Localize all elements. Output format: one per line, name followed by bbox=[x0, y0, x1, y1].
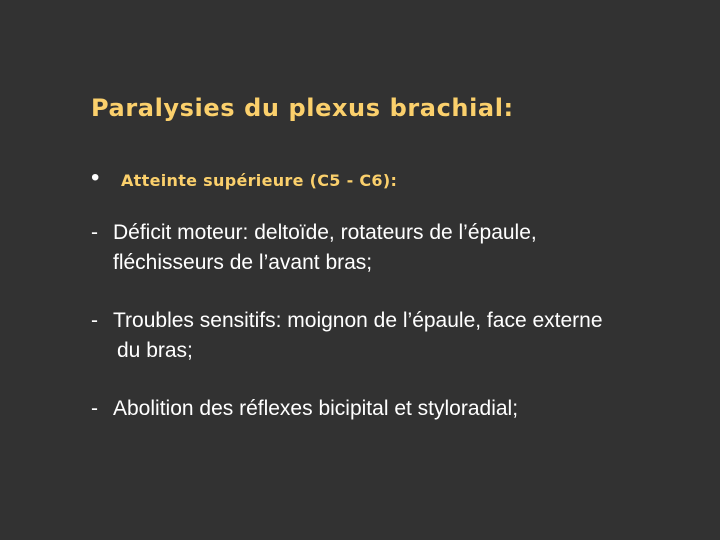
dash-marker: - bbox=[91, 309, 98, 332]
bullet-dot-icon: • bbox=[91, 164, 100, 191]
dash-marker: - bbox=[91, 397, 98, 420]
list-item-line1: Troubles sensitifs: moignon de l’épaule, face externe bbox=[113, 309, 603, 332]
list-item-text bbox=[113, 306, 703, 366]
list-item-text bbox=[113, 218, 703, 278]
list-item-line1: Déficit moteur: deltoïde, rotateurs de l’épaule, bbox=[113, 221, 537, 244]
slide-title: Paralysies du plexus brachial: bbox=[91, 94, 514, 122]
dash-marker: - bbox=[91, 221, 98, 244]
list-item-text bbox=[113, 394, 703, 424]
list-item-line2: fléchisseurs de l’avant bras; bbox=[113, 251, 373, 274]
bullet-heading-text: Atteinte supérieure (C5 - C6): bbox=[121, 171, 398, 190]
list-item-line1: Abolition des réflexes bicipital et styloradial; bbox=[113, 397, 519, 420]
list-item-line2: du bras; bbox=[117, 339, 193, 362]
